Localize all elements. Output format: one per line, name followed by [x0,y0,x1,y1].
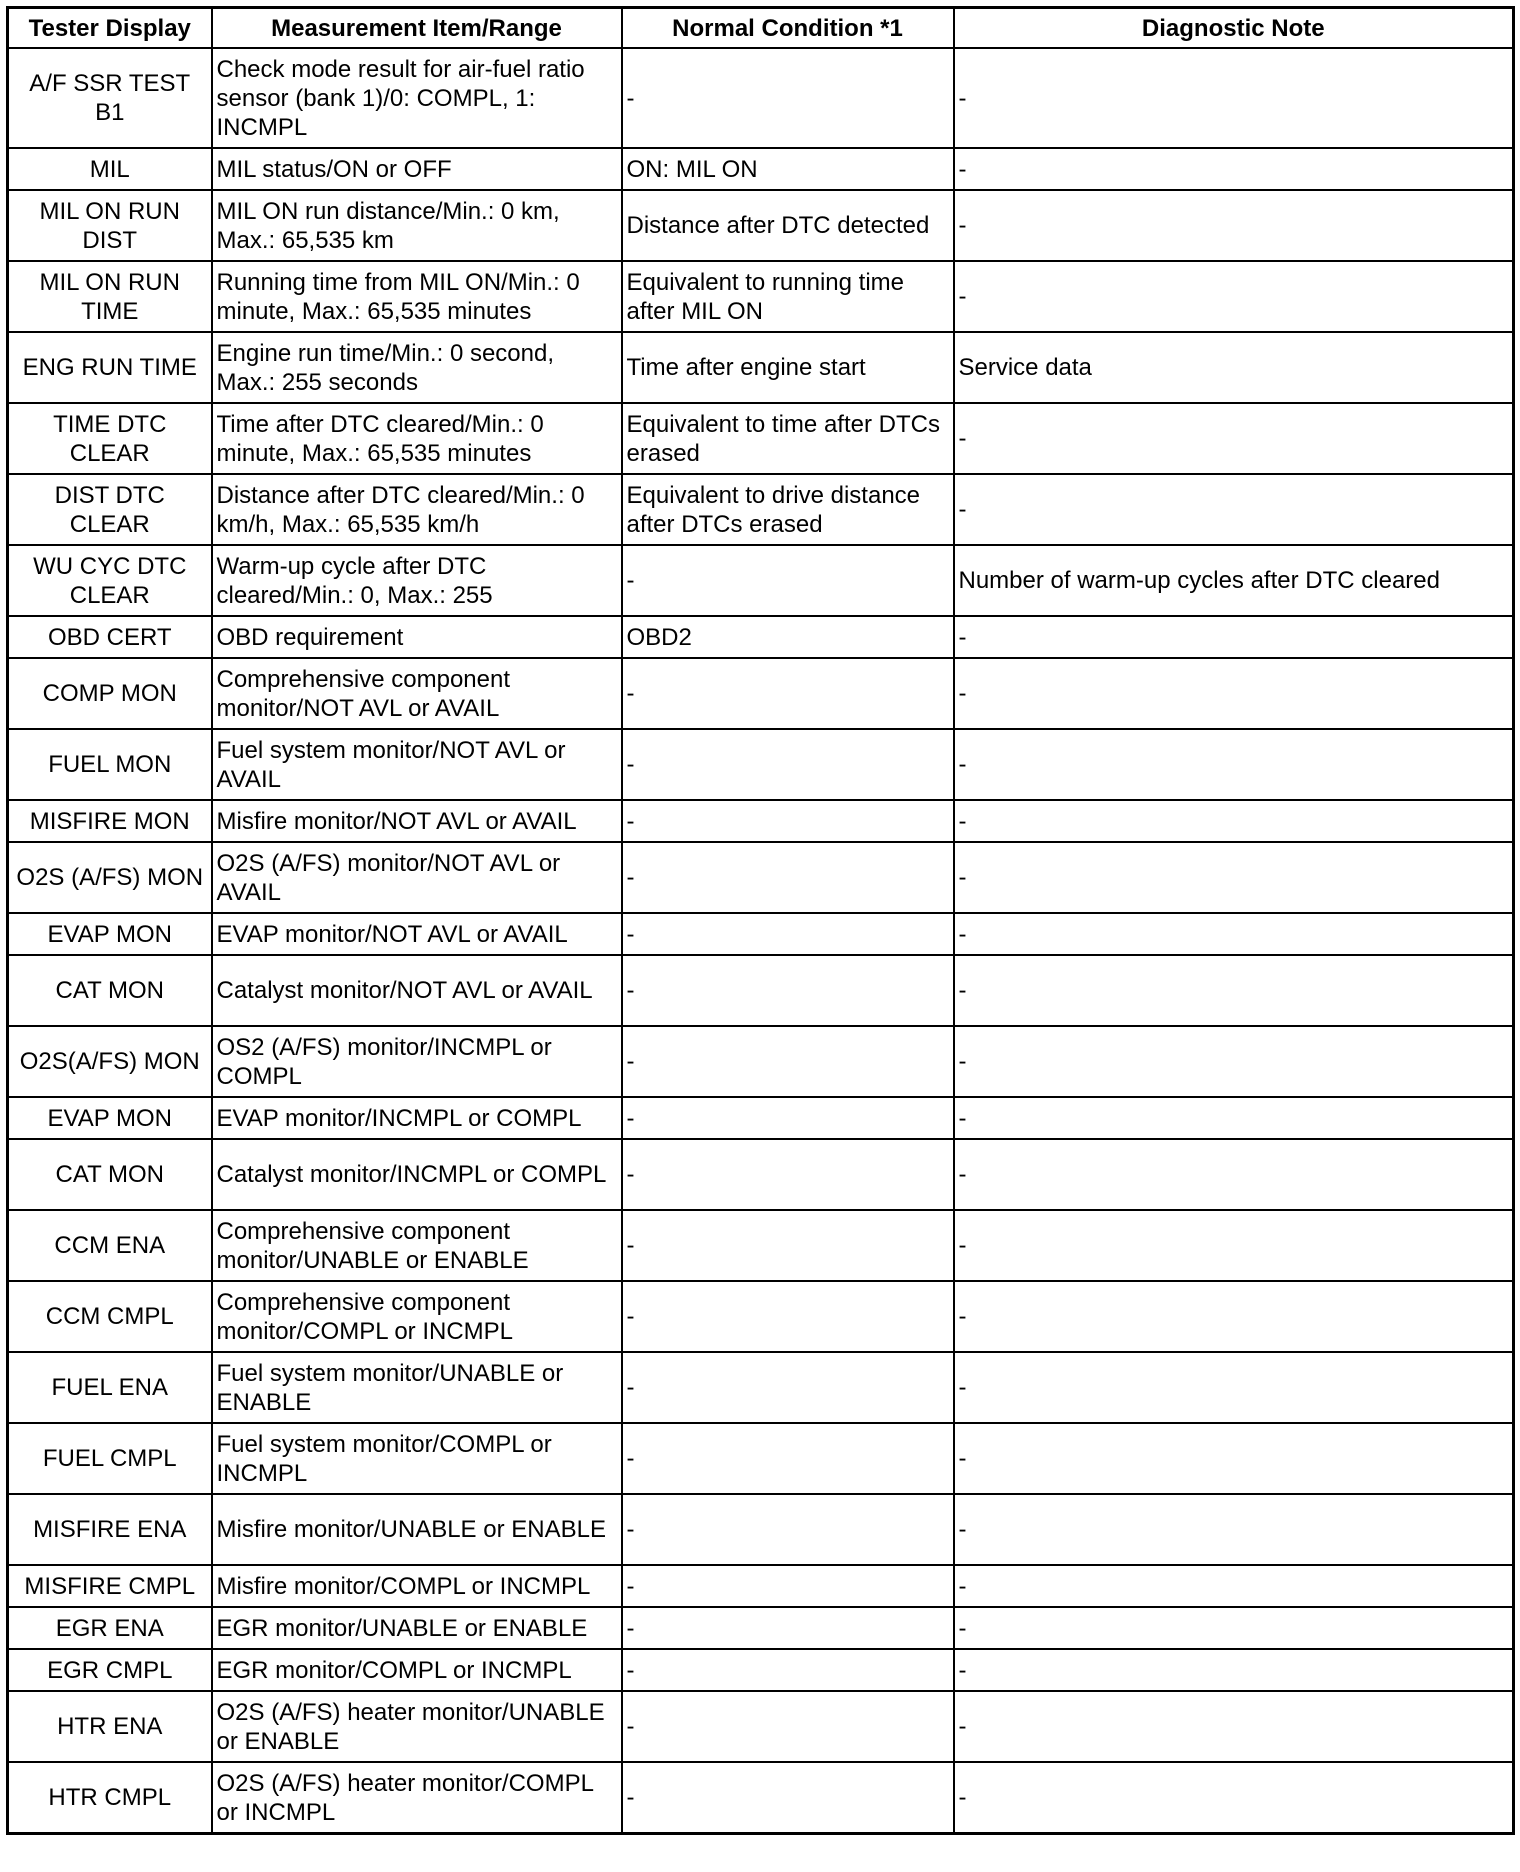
diagnostic-note-cell: - [954,190,1514,261]
diagnostic-data-table [6,6,1515,1835]
measurement-cell: EGR monitor/COMPL or INCMPL [212,1649,622,1691]
normal-condition-cell: - [622,1649,954,1691]
measurement-cell: Comprehensive component monitor/COMPL or INCMPL [212,1281,622,1352]
normal-condition-cell: - [622,545,954,616]
table-row [8,190,1514,261]
tester-display-cell: HTR CMPL [8,1762,212,1834]
tester-display-cell: MISFIRE ENA [8,1494,212,1565]
measurement-cell: EGR monitor/UNABLE or ENABLE [212,1607,622,1649]
measurement-cell: Comprehensive component monitor/UNABLE or ENABLE [212,1210,622,1281]
diagnostic-note-cell: - [954,1139,1514,1210]
normal-condition-cell: - [622,658,954,729]
measurement-cell: EVAP monitor/NOT AVL or AVAIL [212,913,622,955]
header-measurement-item-range: Measurement Item/Range [212,8,622,49]
header-tester-display: Tester Display [8,8,212,49]
normal-condition-cell: Equivalent to time after DTCs erased [622,403,954,474]
normal-condition-cell: Equivalent to running time after MIL ON [622,261,954,332]
diagnostic-note-cell: - [954,842,1514,913]
normal-condition-cell: - [622,1026,954,1097]
measurement-cell: Check mode result for air-fuel ratio sensor (bank 1)/0: COMPL, 1: INCMPL [212,48,622,148]
normal-condition-cell: - [622,1139,954,1210]
tester-display-cell: A/F SSR TEST B1 [8,48,212,148]
measurement-cell: Misfire monitor/COMPL or INCMPL [212,1565,622,1607]
header-diagnostic-note: Diagnostic Note [954,8,1514,49]
table-row [8,1762,1514,1834]
table-row [8,261,1514,332]
measurement-cell: Catalyst monitor/INCMPL or COMPL [212,1139,622,1210]
table-row [8,1565,1514,1607]
normal-condition-cell: Distance after DTC detected [622,190,954,261]
diagnostic-note-cell: - [954,1691,1514,1762]
diagnostic-note-cell: - [954,403,1514,474]
tester-display-cell: EVAP MON [8,1097,212,1139]
measurement-cell: EVAP monitor/INCMPL or COMPL [212,1097,622,1139]
tester-display-cell: EVAP MON [8,913,212,955]
table-row [8,48,1514,148]
diagnostic-note-cell: - [954,913,1514,955]
normal-condition-cell: - [622,955,954,1026]
tester-display-cell: CCM CMPL [8,1281,212,1352]
tester-display-cell: WU CYC DTC CLEAR [8,545,212,616]
table-row [8,545,1514,616]
normal-condition-cell: - [622,1352,954,1423]
table-row [8,1139,1514,1210]
tester-display-cell: EGR ENA [8,1607,212,1649]
diagnostic-note-cell: - [954,1649,1514,1691]
tester-display-cell: FUEL MON [8,729,212,800]
normal-condition-cell: - [622,1565,954,1607]
diagnostic-note-cell: - [954,1210,1514,1281]
measurement-cell: Fuel system monitor/COMPL or INCMPL [212,1423,622,1494]
table-row [8,1691,1514,1762]
diagnostic-note-cell: - [954,658,1514,729]
tester-display-cell: MIL ON RUN DIST [8,190,212,261]
tester-display-cell: ENG RUN TIME [8,332,212,403]
measurement-cell: OS2 (A/FS) monitor/INCMPL or COMPL [212,1026,622,1097]
diagnostic-note-cell: - [954,474,1514,545]
table-row [8,403,1514,474]
table-row [8,1026,1514,1097]
normal-condition-cell: - [622,48,954,148]
diagnostic-note-cell: Number of warm-up cycles after DTC cleared [954,545,1514,616]
measurement-cell: Engine run time/Min.: 0 second, Max.: 255 seconds [212,332,622,403]
measurement-cell: Catalyst monitor/NOT AVL or AVAIL [212,955,622,1026]
tester-display-cell: CAT MON [8,955,212,1026]
measurement-cell: O2S (A/FS) monitor/NOT AVL or AVAIL [212,842,622,913]
tester-display-cell: FUEL ENA [8,1352,212,1423]
table-row [8,842,1514,913]
table-row [8,800,1514,842]
table-row [8,1649,1514,1691]
tester-display-cell: CCM ENA [8,1210,212,1281]
table-row [8,474,1514,545]
tester-display-cell: DIST DTC CLEAR [8,474,212,545]
table-row [8,1097,1514,1139]
diagnostic-note-cell: - [954,148,1514,190]
diagnostic-note-cell: - [954,1762,1514,1834]
measurement-cell: Running time from MIL ON/Min.: 0 minute, Max.: 65,535 minutes [212,261,622,332]
normal-condition-cell: - [622,1762,954,1834]
measurement-cell: Time after DTC cleared/Min.: 0 minute, Max.: 65,535 minutes [212,403,622,474]
diagnostic-note-cell: - [954,1352,1514,1423]
tester-display-cell: CAT MON [8,1139,212,1210]
diagnostic-note-cell: - [954,1423,1514,1494]
normal-condition-cell: - [622,1423,954,1494]
diagnostic-note-cell: - [954,1607,1514,1649]
normal-condition-cell: - [622,1607,954,1649]
measurement-cell: MIL ON run distance/Min.: 0 km, Max.: 65,535 km [212,190,622,261]
normal-condition-cell: - [622,1494,954,1565]
measurement-cell: Misfire monitor/NOT AVL or AVAIL [212,800,622,842]
table-header-row [8,8,1514,49]
diagnostic-note-cell: - [954,1494,1514,1565]
table-row [8,616,1514,658]
tester-display-cell: MISFIRE MON [8,800,212,842]
table-row [8,913,1514,955]
measurement-cell: Comprehensive component monitor/NOT AVL or AVAIL [212,658,622,729]
diagnostic-note-cell: - [954,729,1514,800]
diagnostic-note-cell: - [954,261,1514,332]
tester-display-cell: OBD CERT [8,616,212,658]
table-row [8,1352,1514,1423]
table-row [8,658,1514,729]
normal-condition-cell: Time after engine start [622,332,954,403]
diagnostic-note-cell: - [954,1026,1514,1097]
measurement-cell: Misfire monitor/UNABLE or ENABLE [212,1494,622,1565]
diagnostic-note-cell: - [954,1565,1514,1607]
table-row [8,729,1514,800]
normal-condition-cell: ON: MIL ON [622,148,954,190]
measurement-cell: Distance after DTC cleared/Min.: 0 km/h, Max.: 65,535 km/h [212,474,622,545]
table-row [8,1281,1514,1352]
measurement-cell: O2S (A/FS) heater monitor/COMPL or INCMPL [212,1762,622,1834]
diagnostic-note-cell: - [954,800,1514,842]
tester-display-cell: TIME DTC CLEAR [8,403,212,474]
diagnostic-note-cell: - [954,616,1514,658]
tester-display-cell: FUEL CMPL [8,1423,212,1494]
tester-display-cell: COMP MON [8,658,212,729]
normal-condition-cell: - [622,1281,954,1352]
table-row [8,1494,1514,1565]
tester-display-cell: MISFIRE CMPL [8,1565,212,1607]
measurement-cell: O2S (A/FS) heater monitor/UNABLE or ENABLE [212,1691,622,1762]
table-row [8,332,1514,403]
normal-condition-cell: - [622,800,954,842]
measurement-cell: Fuel system monitor/UNABLE or ENABLE [212,1352,622,1423]
measurement-cell: OBD requirement [212,616,622,658]
tester-display-cell: O2S(A/FS) MON [8,1026,212,1097]
tester-display-cell: MIL ON RUN TIME [8,261,212,332]
table-row [8,955,1514,1026]
normal-condition-cell: OBD2 [622,616,954,658]
measurement-cell: MIL status/ON or OFF [212,148,622,190]
normal-condition-cell: - [622,1210,954,1281]
table-row [8,1423,1514,1494]
measurement-cell: Warm-up cycle after DTC cleared/Min.: 0, Max.: 255 [212,545,622,616]
diagnostic-note-cell: - [954,955,1514,1026]
tester-display-cell: MIL [8,148,212,190]
tester-display-cell: EGR CMPL [8,1649,212,1691]
table-row [8,148,1514,190]
diagnostic-note-cell: - [954,1281,1514,1352]
normal-condition-cell: Equivalent to drive distance after DTCs erased [622,474,954,545]
tester-display-cell: O2S (A/FS) MON [8,842,212,913]
diagnostic-note-cell: - [954,1097,1514,1139]
normal-condition-cell: - [622,1691,954,1762]
normal-condition-cell: - [622,913,954,955]
normal-condition-cell: - [622,1097,954,1139]
measurement-cell: Fuel system monitor/NOT AVL or AVAIL [212,729,622,800]
normal-condition-cell: - [622,842,954,913]
header-normal-condition: Normal Condition *1 [622,8,954,49]
table-row [8,1210,1514,1281]
diagnostic-note-cell: - [954,48,1514,148]
tester-display-cell: HTR ENA [8,1691,212,1762]
normal-condition-cell: - [622,729,954,800]
table-row [8,1607,1514,1649]
diagnostic-note-cell: Service data [954,332,1514,403]
